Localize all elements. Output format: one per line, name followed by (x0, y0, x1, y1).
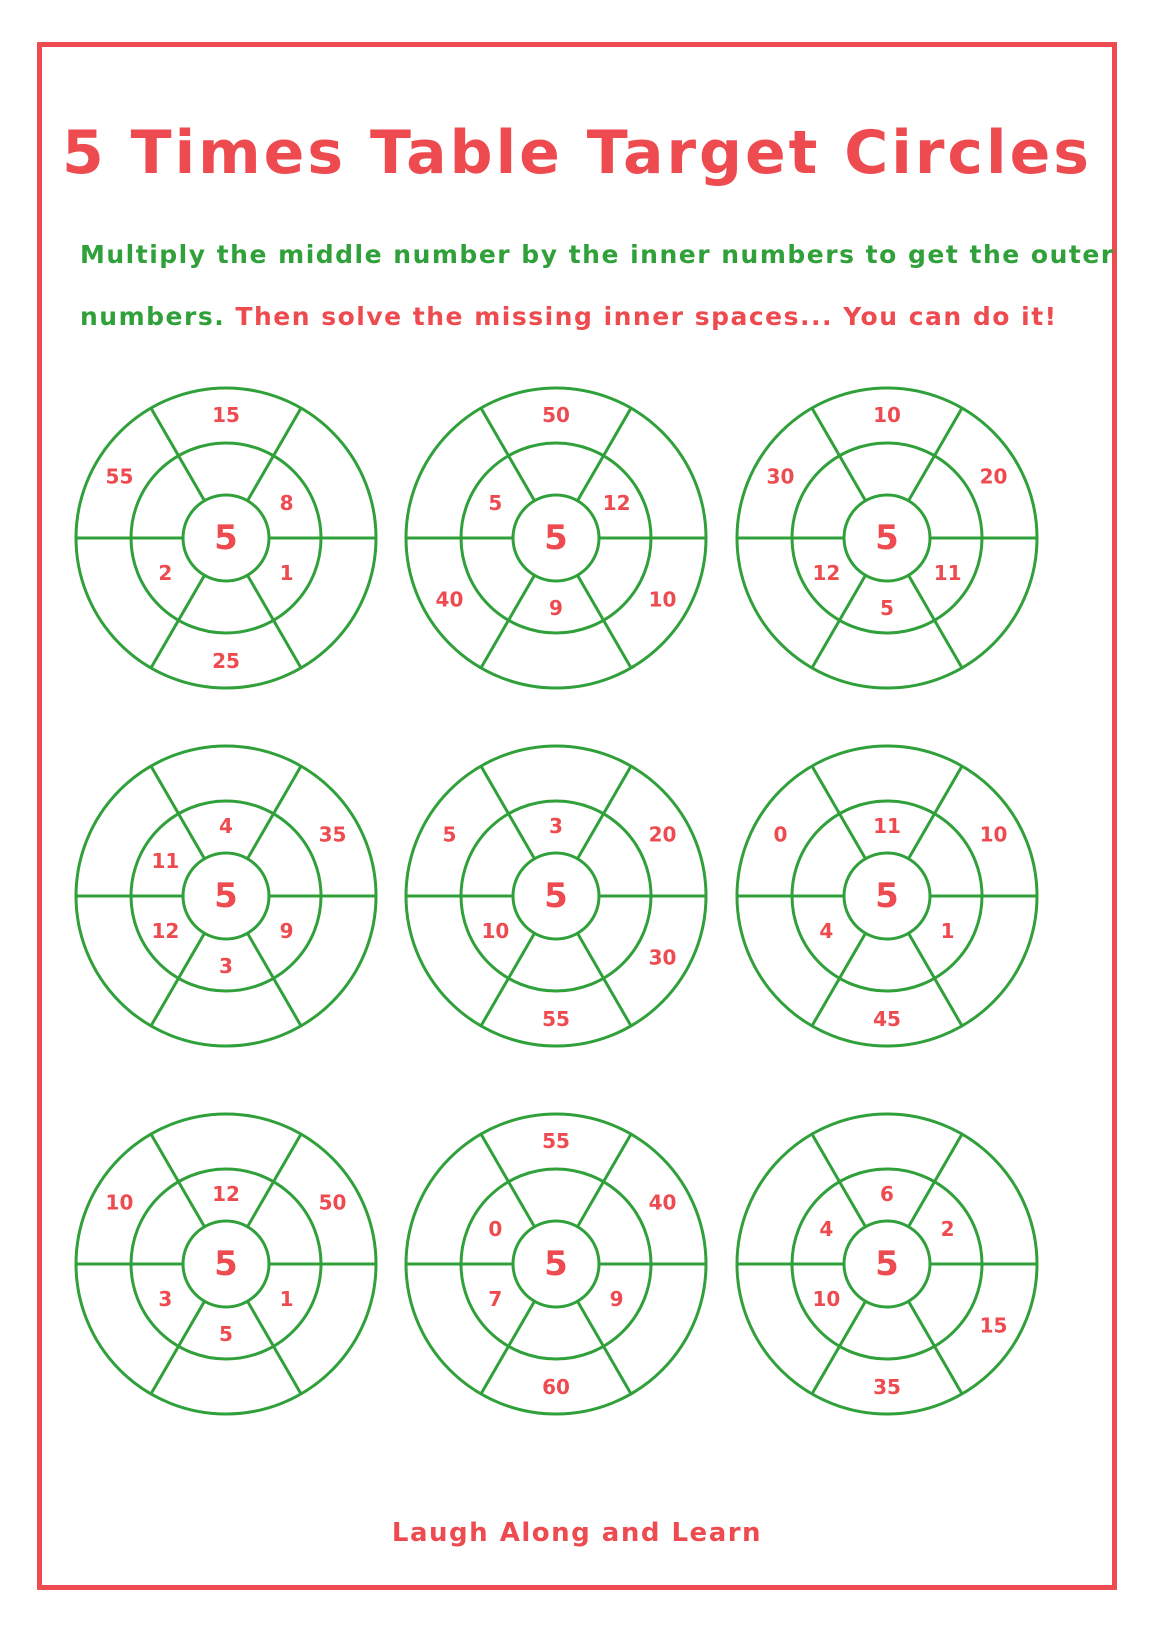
segment-divider (812, 408, 866, 501)
segment-divider (151, 1301, 205, 1394)
inner-number: 4 (819, 919, 834, 943)
inner-number: 11 (151, 849, 180, 873)
outer-number: 25 (212, 649, 240, 673)
outer-number: 30 (766, 464, 795, 489)
segment-divider (248, 408, 302, 501)
center-number: 5 (214, 1244, 238, 1284)
outer-number: 15 (212, 403, 240, 427)
outer-number: 40 (648, 1190, 677, 1215)
segment-divider (812, 1301, 866, 1394)
segment-divider (909, 575, 963, 668)
segment-divider (248, 1301, 302, 1394)
inner-number: 1 (940, 919, 955, 943)
segment-divider (481, 766, 535, 859)
inner-number: 2 (940, 1217, 955, 1241)
outer-number: 10 (873, 403, 901, 427)
segment-divider (812, 575, 866, 668)
outer-number: 55 (105, 464, 134, 489)
outer-number: 20 (648, 822, 677, 847)
outer-number: 45 (873, 1007, 901, 1031)
inner-number: 9 (279, 919, 294, 943)
outer-number: 20 (979, 464, 1008, 489)
target-circle (76, 388, 376, 688)
outer-number: 55 (542, 1007, 570, 1031)
outer-number: 55 (542, 1129, 570, 1153)
segment-divider (909, 408, 963, 501)
center-number: 5 (875, 876, 899, 916)
target-circle (737, 388, 1037, 688)
segment-divider (481, 1134, 535, 1227)
instructions-text-red: Then solve the missing inner spaces... You can do it! (235, 302, 1058, 331)
inner-number: 12 (812, 561, 841, 585)
outer-number: 35 (318, 822, 347, 847)
instructions-text-green-end: numbers. (80, 302, 226, 331)
outer-number: 10 (979, 822, 1008, 847)
inner-number: 11 (873, 814, 901, 838)
segment-divider (248, 766, 302, 859)
segment-divider (812, 933, 866, 1026)
inner-number: 6 (880, 1182, 894, 1206)
center-number: 5 (214, 518, 238, 558)
segment-divider (812, 766, 866, 859)
target-circle (406, 746, 706, 1046)
outer-number: 50 (318, 1190, 347, 1215)
target-circle (76, 1114, 376, 1414)
inner-number: 3 (549, 814, 563, 838)
target-circle (737, 1114, 1037, 1414)
segment-divider (909, 1134, 963, 1227)
outer-number: 15 (979, 1313, 1008, 1338)
inner-number: 2 (158, 561, 173, 585)
segment-divider (248, 575, 302, 668)
segment-divider (151, 1134, 205, 1227)
segment-divider (481, 575, 535, 668)
inner-number: 10 (481, 919, 510, 943)
target-circle (76, 746, 376, 1046)
outer-number: 10 (105, 1190, 134, 1215)
segment-divider (578, 933, 632, 1026)
segment-divider (481, 408, 535, 501)
instructions-text-green: Multiply the middle number by the inner numbers to get the outer (80, 240, 1115, 269)
inner-number: 12 (602, 491, 631, 515)
segment-divider (578, 408, 632, 501)
segment-divider (248, 933, 302, 1026)
center-number: 5 (544, 876, 568, 916)
inner-number: 4 (819, 1217, 834, 1241)
segment-divider (151, 933, 205, 1026)
inner-number: 12 (151, 919, 180, 943)
center-number: 5 (875, 1244, 899, 1284)
target-circle (406, 388, 706, 688)
segment-divider (481, 933, 535, 1026)
center-number: 5 (214, 876, 238, 916)
target-circle (737, 746, 1037, 1046)
center-number: 5 (544, 518, 568, 558)
inner-number: 8 (279, 491, 294, 515)
inner-number: 9 (549, 596, 563, 620)
page-title: 5 Times Table Target Circles (62, 118, 1092, 188)
segment-divider (481, 1301, 535, 1394)
footer-credit: Laugh Along and Learn (391, 1518, 763, 1548)
segment-divider (812, 1134, 866, 1227)
inner-number: 7 (488, 1287, 503, 1311)
segment-divider (909, 1301, 963, 1394)
segment-divider (909, 766, 963, 859)
inner-number: 10 (812, 1287, 841, 1311)
outer-number: 5 (442, 822, 457, 847)
inner-number: 3 (219, 954, 233, 978)
inner-number: 12 (212, 1182, 240, 1206)
outer-number: 50 (542, 403, 570, 427)
outer-number: 10 (648, 587, 677, 612)
inner-number: 3 (158, 1287, 173, 1311)
segment-divider (578, 1301, 632, 1394)
inner-number: 4 (219, 814, 233, 838)
inner-number: 1 (279, 561, 294, 585)
center-number: 5 (544, 1244, 568, 1284)
inner-number: 0 (488, 1217, 503, 1241)
inner-number: 5 (880, 596, 894, 620)
segment-divider (151, 408, 205, 501)
segment-divider (578, 766, 632, 859)
segment-divider (909, 933, 963, 1026)
inner-number: 5 (488, 491, 503, 515)
target-circle (406, 1114, 706, 1414)
segment-divider (151, 575, 205, 668)
inner-number: 9 (609, 1287, 624, 1311)
outer-number: 60 (542, 1375, 570, 1399)
segment-divider (578, 1134, 632, 1227)
segment-divider (578, 575, 632, 668)
center-number: 5 (875, 518, 899, 558)
segment-divider (248, 1134, 302, 1227)
inner-number: 5 (219, 1322, 233, 1346)
segment-divider (151, 766, 205, 859)
inner-number: 1 (279, 1287, 294, 1311)
inner-number: 11 (933, 561, 962, 585)
outer-number: 40 (435, 587, 464, 612)
outer-number: 35 (873, 1375, 901, 1399)
outer-number: 30 (648, 945, 677, 970)
outer-number: 0 (773, 822, 788, 847)
